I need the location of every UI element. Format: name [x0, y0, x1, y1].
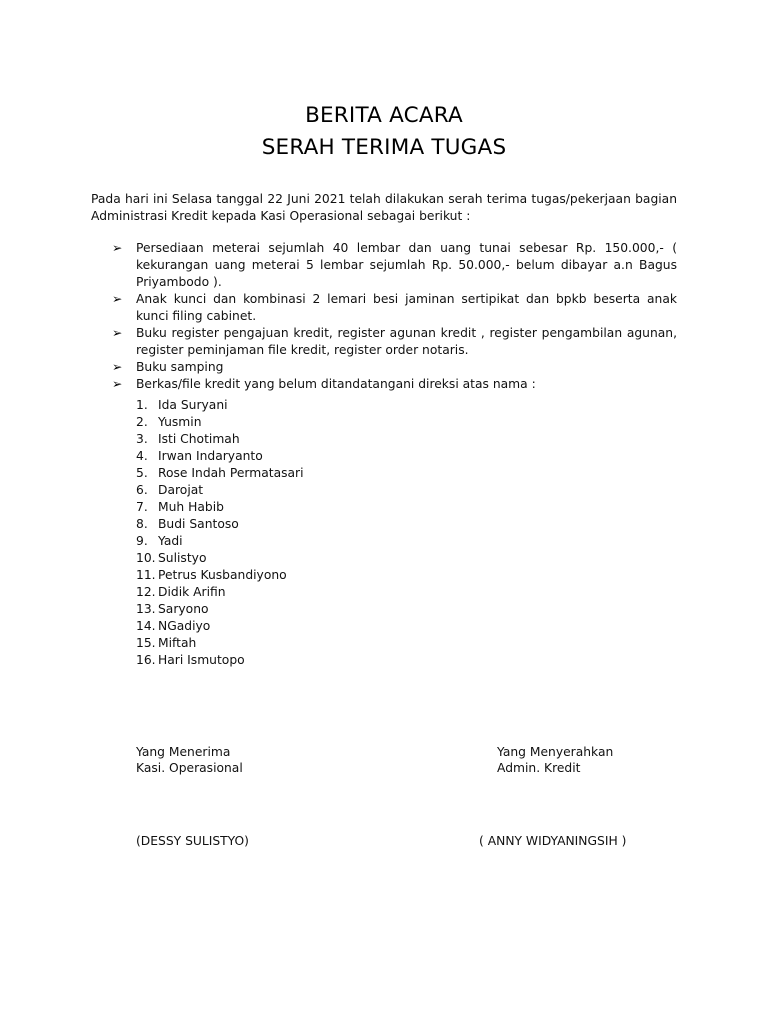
debtor-name: Yusmin: [158, 415, 202, 429]
document-title: BERITA ACARA: [305, 103, 463, 128]
debtor-name: Hari Ismutopo: [158, 653, 245, 667]
receiver-signature-block: [136, 744, 243, 776]
receiver-position: Kasi. Operasional: [136, 761, 243, 775]
debtor-name: Yadi: [158, 534, 183, 548]
list-item: [136, 397, 304, 414]
handover-item: [112, 240, 677, 291]
list-number: 7.: [136, 500, 148, 514]
list-item: [136, 567, 304, 584]
handover-items-list: [112, 240, 677, 393]
list-item: [136, 414, 304, 431]
list-number: 15.: [136, 636, 156, 650]
debtor-name: Ida Suryani: [158, 398, 228, 412]
list-item: [136, 431, 304, 448]
handover-item: [112, 291, 677, 325]
list-number: 8.: [136, 517, 148, 531]
handover-item-text: Anak kunci dan kombinasi 2 lemari besi jaminan sertipikat dan bpkb beserta anak kunci filing cabinet.: [136, 292, 677, 323]
list-number: 10.: [136, 551, 156, 565]
handover-item: [112, 359, 677, 376]
list-number: 2.: [136, 415, 148, 429]
handover-item-text: Persediaan meterai sejumlah 40 lembar dan uang tunai sebesar Rp. 150.000,- ( kekurangan uang meterai 5 lembar sejumlah Rp. 50.000,- belum dibayar a.n Bagus Priyambodo ).: [136, 241, 677, 289]
list-item: [136, 448, 304, 465]
list-number: 12.: [136, 585, 156, 599]
list-item: [136, 516, 304, 533]
document-subtitle: SERAH TERIMA TUGAS: [261, 135, 507, 160]
list-item: [136, 652, 304, 669]
list-item: [136, 465, 304, 482]
debtor-name: Muh Habib: [158, 500, 224, 514]
debtor-name: Budi Santoso: [158, 517, 239, 531]
arrowhead-bullet-icon: ➢: [112, 292, 123, 306]
receiver-role: Yang Menerima: [136, 745, 231, 759]
list-number: 11.: [136, 568, 156, 582]
giver-name: ( ANNY WIDYANINGSIH ): [479, 834, 627, 848]
arrowhead-bullet-icon: ➢: [112, 360, 123, 374]
handover-item-text: Berkas/file kredit yang belum ditandatangani direksi atas nama :: [136, 377, 536, 391]
giver-position: Admin. Kredit: [497, 761, 581, 775]
list-item: [136, 618, 304, 635]
list-number: 16.: [136, 653, 156, 667]
debtor-name-list: [136, 397, 304, 669]
debtor-name: Sulistyo: [158, 551, 207, 565]
list-number: 9.: [136, 534, 148, 548]
debtor-name: NGadiyo: [158, 619, 211, 633]
giver-role: Yang Menyerahkan: [497, 745, 614, 759]
list-number: 1.: [136, 398, 148, 412]
giver-signature-block: [497, 744, 613, 776]
list-item: [136, 550, 304, 567]
list-item: [136, 584, 304, 601]
intro-paragraph: Pada hari ini Selasa tanggal 22 Juni 2021 telah dilakukan serah terima tugas/pekerjaan bagian Administrasi Kredit kepada Kasi Operasional sebagai berikut :: [91, 192, 677, 223]
list-item: [136, 601, 304, 618]
list-item: [136, 533, 304, 550]
list-item: [136, 635, 304, 652]
debtor-name: Darojat: [158, 483, 204, 497]
debtor-name: Didik Arifin: [158, 585, 226, 599]
list-item: [136, 482, 304, 499]
arrowhead-bullet-icon: ➢: [112, 326, 123, 340]
receiver-name: (DESSY SULISTYO): [136, 834, 249, 848]
handover-item-text: Buku samping: [136, 360, 224, 374]
handover-item: [112, 325, 677, 359]
arrowhead-bullet-icon: ➢: [112, 241, 123, 255]
debtor-name: Miftah: [158, 636, 197, 650]
debtor-name: Irwan Indaryanto: [158, 449, 263, 463]
list-number: 3.: [136, 432, 148, 446]
list-item: [136, 499, 304, 516]
list-number: 4.: [136, 449, 148, 463]
list-number: 6.: [136, 483, 148, 497]
debtor-name: Isti Chotimah: [158, 432, 240, 446]
debtor-name: Saryono: [158, 602, 209, 616]
list-number: 13.: [136, 602, 156, 616]
list-number: 14.: [136, 619, 156, 633]
handover-item-text: Buku register pengajuan kredit, register agunan kredit , register pengambilan agunan, register peminjaman file kredit, register order notaris.: [136, 326, 677, 357]
debtor-name: Rose Indah Permatasari: [158, 466, 304, 480]
list-number: 5.: [136, 466, 148, 480]
handover-item: [112, 376, 677, 393]
arrowhead-bullet-icon: ➢: [112, 377, 123, 391]
debtor-name: Petrus Kusbandiyono: [158, 568, 287, 582]
